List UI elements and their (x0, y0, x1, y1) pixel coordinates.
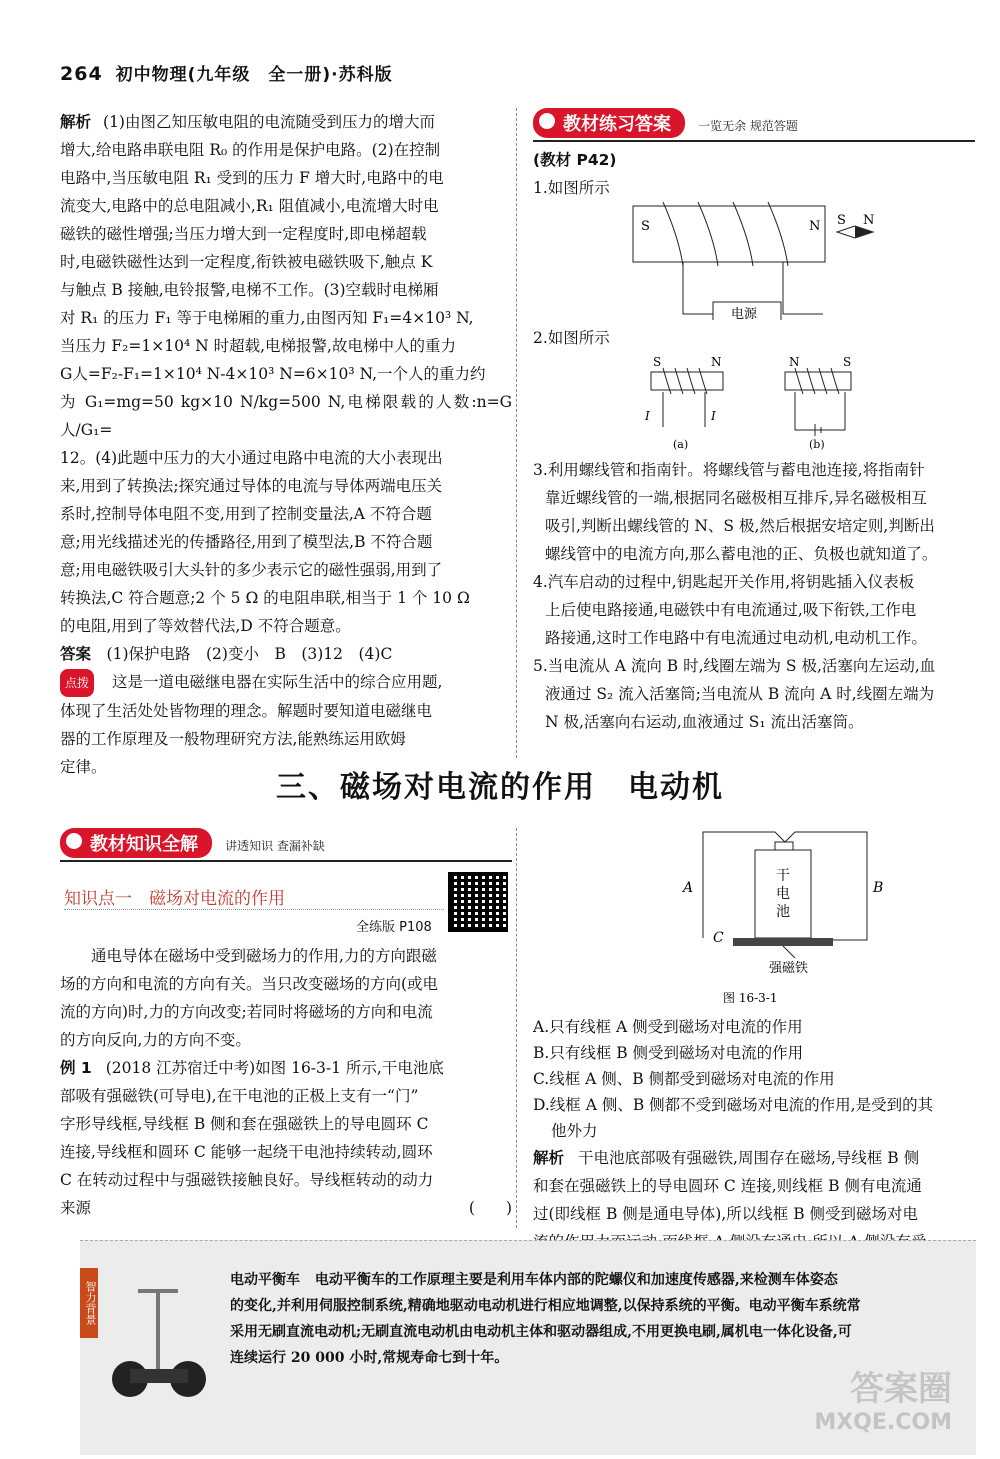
text-line: 意;用光线描述光的传播路径,用到了模型法,B 不符合题 (60, 533, 433, 551)
answer-q4-line: 路接通,这时工作电路中有电流通过电动机,电动机工作。 (545, 629, 927, 647)
caption-b: (b) (809, 438, 825, 451)
figure-two-solenoids (533, 352, 973, 452)
right-bottom-column (533, 820, 975, 1256)
options-list (533, 1014, 975, 1144)
solenoid-n-label: N (809, 219, 821, 234)
watermark-url: MXQE.COM (814, 1410, 952, 1435)
background-title: 电动平衡车 (230, 1272, 300, 1288)
text-line: 意;用电磁铁吸引大头针的多少表示它的磁性强弱,用到了 (60, 561, 443, 579)
text-line: 器的工作原理及一般物理研究方法,能熟练运用欧姆 (60, 730, 406, 748)
answer-q4-line: 4.汽车启动的过程中,钥匙起开关作用,将钥匙插入仪表板 (533, 573, 915, 591)
background-line: 采用无刷直流电动机;无刷直流电动机由电动机主体和驱动器组成,不用更换电刷,属机电一体化设备,可 (230, 1324, 852, 1340)
battery-char-3: 池 (776, 904, 790, 920)
exercise-answer-banner: 教材练习答案 (533, 108, 685, 138)
tip-first-line (60, 668, 512, 697)
text-line: 和套在强磁铁上的导电圆环 C 连接,则线框 B 侧有电流通 (533, 1177, 922, 1195)
analysis-first-line (60, 108, 512, 136)
text-line: 部吸有强磁铁(可导电),在干电池的正极上支有一“门” (60, 1087, 419, 1105)
text-line: 这是一道电磁继电器在实际生活中的综合应用题, (112, 673, 443, 691)
text-line: 过(即线框 B 侧是通电导体),所以线框 B 侧受到磁场对电 (533, 1205, 919, 1223)
background-line: 电动平衡车的工作原理主要是利用车体内部的陀螺仪和加速度传感器,来检测车体姿态 (314, 1272, 838, 1288)
option-line: A.只有线框 A 侧受到磁场对电流的作用 (533, 1018, 803, 1036)
coil-windings (663, 202, 788, 266)
analysis-block (60, 108, 512, 640)
fig-a-n: N (711, 355, 722, 369)
column-divider-lower (516, 828, 517, 1228)
knowledge-body-line: 的方向反向,力的方向不变。 (60, 1031, 251, 1049)
answer-q3-line: 3.利用螺线管和指南针。将螺线管与蓄电池连接,将指南针 (533, 461, 925, 479)
solenoid-s-label: S (641, 219, 650, 234)
text-line: 转换法,C 符合题意;2 个 5 Ω 的电阻串联,相当于 1 个 10 Ω (60, 589, 470, 607)
compass-s-label: S (837, 213, 846, 228)
label-b: B (873, 880, 884, 896)
answer-q3-line: 螺线管中的电流方向,那么蓄电池的正、负极也就知道了。 (545, 545, 938, 563)
knowledge-body (60, 942, 512, 1054)
text-line: 为 G₁=mg=50 kg×10 N/kg=500 N,电梯限载的人数:n=G人/G₁= (60, 393, 512, 439)
balance-scooter-image (108, 1271, 212, 1401)
left-bottom-column (60, 828, 512, 1222)
analysis-first-line (533, 1144, 975, 1172)
battery-char-2: 电 (776, 886, 790, 902)
text-line: 电路中,当压敏电阻 R₁ 受到的压力 F 增大时,电路中的电 (60, 169, 444, 187)
text-line: 系时,控制导体电阻不变,用到了控制变量法,A 不符合题 (60, 505, 432, 523)
caption-a: (a) (673, 438, 689, 451)
battery-char-1: 干 (776, 868, 790, 884)
text-line: 与触点 B 接触,电铃报警,电梯不工作。(3)空载时电梯厢 (60, 281, 439, 299)
option-line: C.线框 A 侧、B 侧都受到磁场对电流的作用 (533, 1070, 835, 1088)
background-knowledge-box (80, 1240, 976, 1455)
option-line: B.只有线框 B 侧受到磁场对电流的作用 (533, 1044, 804, 1062)
fig-b-s: S (843, 355, 852, 369)
answer-q3-line: 靠近螺线管的一端,根据同名磁极相互排斥,异名磁极相互 (545, 489, 927, 507)
left-top-column (60, 108, 512, 781)
watermark (814, 1361, 952, 1435)
figure-caption: 图 16-3-1 (723, 991, 778, 1005)
power-label: 电源 (731, 307, 758, 320)
text-line: G人=F₂-F₁=1×10⁴ N-4×10³ N=6×10³ N,一个人的重力约 (60, 365, 486, 383)
label-a: A (683, 880, 694, 896)
background-line: 的变化,并利用伺服控制系统,精确地驱动电动机进行相应地调整,以保持系统的平衡。电动平衡车系统常 (230, 1298, 861, 1314)
option-line: D.线框 A 侧、B 侧都不受到磁场对电流的作用,是受到的其 (533, 1096, 934, 1114)
text-line: (2018 江苏宿迁中考)如图 16-3-1 所示,干电池底 (105, 1059, 444, 1077)
fig-b-n: N (789, 355, 800, 369)
text-line (60, 1194, 512, 1222)
current-a-right: I (711, 409, 716, 423)
text-line: 12。(4)此题中压力的大小通过电路中电流的大小表现出 (60, 449, 443, 467)
analysis-label: 解析 (533, 1149, 565, 1167)
watermark-text: 答案圈 (850, 1369, 952, 1409)
background-line: 连续运行 20 000 小时,常规寿命七到十年。 (230, 1350, 509, 1366)
answer-q5-line: N 极,活塞向右运动,血液通过 S₁ 流出活塞筒。 (545, 713, 864, 731)
knowledge-banner: 教材知识全解 (60, 828, 212, 858)
text-line: 磁铁的磁性增强;当压力增大到一定程度时,即电梯超载 (60, 225, 427, 243)
text-line: 字形导线框,导线框 B 侧和套在强磁铁上的导电圆环 C (60, 1115, 429, 1133)
example-label: 例 1 (60, 1059, 92, 1077)
text-line: 流变大,电路中的总电阻减小,R₁ 阻值减小,电流增大时电 (60, 197, 439, 215)
fig-a-s: S (653, 355, 662, 369)
knowledge-point-ref: 全练版 P108 (356, 920, 432, 935)
compass-n-label: N (863, 213, 875, 228)
knowledge-banner-tag: 讲透知识 查漏补缺 (225, 839, 325, 853)
text-line: 来源 (60, 1199, 92, 1217)
text-line: 增大,给电路串联电阻 R₀ 的作用是保护电路。(2)在控制 (60, 141, 441, 159)
strong-magnet (733, 938, 833, 946)
figure-16-3-1 (533, 820, 973, 1010)
page-number: 264 (60, 63, 103, 85)
column-divider (516, 108, 517, 758)
answer-label: 答案 (60, 645, 92, 663)
magnet-label: 强磁铁 (769, 961, 809, 976)
q1-text: 1.如图所示 (533, 179, 610, 197)
page-header (60, 60, 393, 85)
text-line: 干电池底部吸有强磁铁,周围存在磁场,导线框 B 侧 (578, 1149, 920, 1167)
text-line: 对 R₁ 的压力 F₁ 等于电梯厢的重力,由图丙知 F₁=4×10³ N, (60, 309, 474, 327)
text-line: 来,用到了转换法;探究通过导体的电流与导体两端电压关 (60, 477, 443, 495)
tip-badge: 点拨 (60, 669, 94, 697)
qr-code-icon[interactable] (448, 872, 508, 932)
answers-3-5 (533, 456, 975, 736)
text-line: 的电阻,用到了等效替代法,D 不符合题意。 (60, 617, 351, 635)
answer-q4-line: 上后使电路接通,电磁铁中有电流通过,吸下衔铁,工作电 (545, 601, 917, 619)
text-line: 体现了生活处处皆物理的理念。解题时要知道电磁继电 (60, 702, 433, 720)
source-ref: (教材 P42) (533, 151, 617, 169)
q2-text: 2.如图所示 (533, 329, 610, 347)
current-a-left: I (645, 409, 650, 423)
answer-q3-line: 吸引,判断出螺线管的 N、S 极,然后根据安培定则,判断出 (545, 517, 935, 535)
knowledge-point-title: 知识点一 磁场对电流的作用 (64, 884, 444, 910)
solenoid-b (785, 372, 851, 390)
banner-tag: 一览无余 规范答题 (698, 119, 798, 133)
solenoid-a (651, 372, 723, 390)
figure-solenoid-compass (533, 202, 973, 320)
circuit-b (795, 392, 845, 430)
example-first-line (60, 1054, 512, 1082)
example-block (60, 1054, 512, 1222)
analysis-label: 解析 (60, 113, 92, 131)
label-c: C (713, 930, 724, 946)
text-line: 当压力 F₂=1×10⁴ N 时超载,电梯报警,故电梯中人的重力 (60, 337, 456, 355)
section-title: 三、磁场对电流的作用 电动机 (276, 770, 724, 805)
text-line: 定律。 (60, 758, 107, 776)
knowledge-body-line: 流的方向)时,力的方向改变;若同时将磁场的方向和电流 (60, 1003, 433, 1021)
book-title: 初中物理(九年级 全一册)·苏科版 (115, 65, 393, 85)
text-line: 连接,导线框和圆环 C 能够一起绕干电池持续转动,圆环 (60, 1143, 433, 1161)
answer-q5-line: 5.当电流从 A 流向 B 时,线圈左端为 S 极,活塞向左运动,血 (533, 657, 936, 675)
answer-blank[interactable]: ( ) (468, 1199, 512, 1217)
answer-q5-line: 液通过 S₂ 流入活塞筒;当电流从 B 流向 A 时,线圈左端为 (545, 685, 935, 703)
text-line: 时,电磁铁磁性达到一定程度,衔铁被电磁铁吸下,触点 K (60, 253, 433, 271)
answer-text: (1)保护电路 (2)变小 B (3)12 (4)C (106, 645, 393, 663)
option-line: 他外力 (551, 1122, 598, 1140)
solenoid-core (633, 206, 825, 262)
side-tag: 智力背景 (80, 1268, 98, 1338)
magnet-pointer (783, 946, 795, 958)
text-line: (1)由图乙知压敏电阻的电流随受到压力的增大而 (103, 113, 435, 131)
right-top-column (533, 108, 975, 736)
background-text (230, 1267, 966, 1371)
knowledge-body-line: 场的方向和电流的方向有关。当只改变磁场的方向(或电 (60, 975, 439, 993)
text-line: C 在转动过程中与强磁铁接触良好。导线框转动的动力 (60, 1171, 434, 1189)
knowledge-body-line: 通电导体在磁场中受到磁场力的作用,力的方向跟磁 (91, 947, 437, 965)
battery-cap (775, 842, 793, 850)
wire-right (783, 262, 823, 314)
answer-line (60, 640, 512, 668)
